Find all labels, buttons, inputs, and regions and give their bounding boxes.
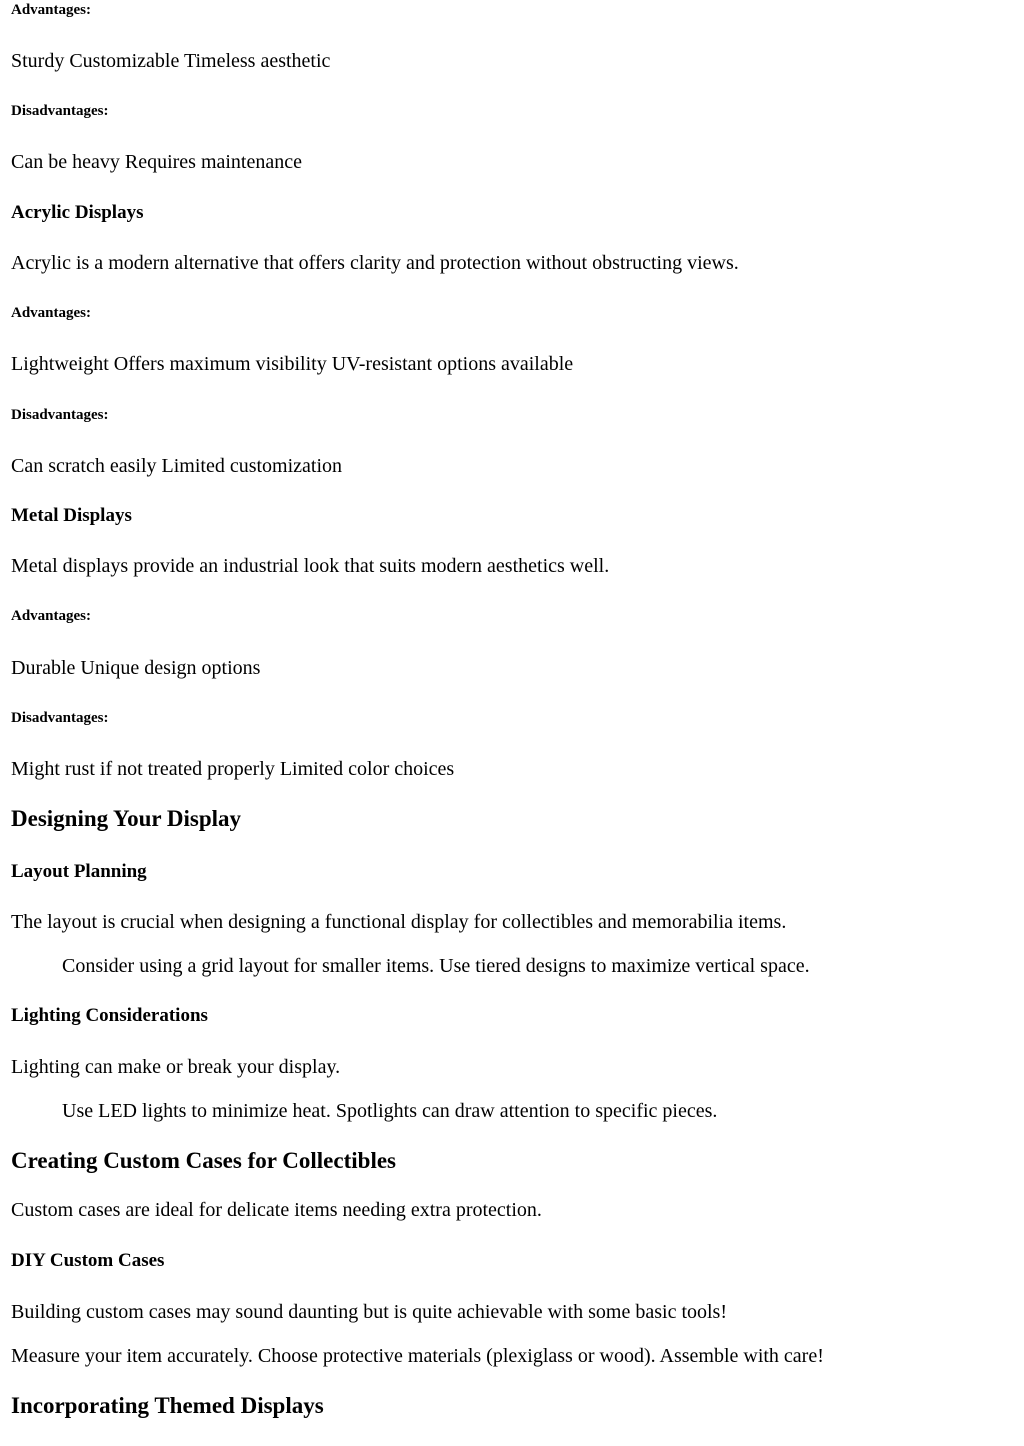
metal-heading: Metal Displays: [11, 505, 132, 526]
wood-disadvantages-label: Disadvantages:: [11, 103, 109, 119]
wood-advantages-label: Advantages:: [11, 2, 92, 18]
lighting-text: Lighting can make or break your display.: [11, 1056, 341, 1078]
metal-disadvantages-label: Disadvantages:: [11, 710, 109, 726]
layout-planning-text: The layout is crucial when designing a functional display for collectibles and memorabilia items.: [11, 911, 787, 933]
wood-advantages-text: Sturdy Customizable Timeless aesthetic: [11, 50, 331, 72]
metal-advantages-label: Advantages:: [11, 608, 92, 624]
lighting-tips: Use LED lights to minimize heat. Spotlights can draw attention to specific pieces.: [62, 1100, 718, 1122]
wood-disadvantages-text: Can be heavy Requires maintenance: [11, 151, 302, 173]
themed-heading: Incorporating Themed Displays: [11, 1393, 324, 1418]
metal-advantages-text: Durable Unique design options: [11, 657, 261, 679]
lighting-heading: Lighting Considerations: [11, 1005, 208, 1026]
layout-planning-heading: Layout Planning: [11, 861, 147, 882]
custom-cases-heading: Creating Custom Cases for Collectibles: [11, 1148, 396, 1173]
acrylic-disadvantages-text: Can scratch easily Limited customization: [11, 455, 343, 477]
diy-cases-text: Building custom cases may sound daunting but is quite achievable with some basic tools!: [11, 1301, 727, 1323]
layout-planning-tips: Consider using a grid layout for smaller items. Use tiered designs to maximize vertical space.: [62, 955, 810, 977]
diy-cases-heading: DIY Custom Cases: [11, 1250, 165, 1271]
diy-cases-steps: Measure your item accurately. Choose protective materials (plexiglass or wood). Assemble with care!: [11, 1345, 824, 1367]
acrylic-advantages-label: Advantages:: [11, 305, 92, 321]
acrylic-intro: Acrylic is a modern alternative that offers clarity and protection without obstructing views.: [11, 252, 739, 274]
metal-disadvantages-text: Might rust if not treated properly Limited color choices: [11, 758, 455, 780]
acrylic-disadvantages-label: Disadvantages:: [11, 407, 109, 423]
acrylic-advantages-text: Lightweight Offers maximum visibility UV-resistant options available: [11, 353, 574, 375]
designing-heading: Designing Your Display: [11, 806, 242, 831]
metal-intro: Metal displays provide an industrial look that suits modern aesthetics well.: [11, 555, 610, 577]
custom-cases-intro: Custom cases are ideal for delicate items needing extra protection.: [11, 1199, 542, 1221]
acrylic-heading: Acrylic Displays: [11, 202, 144, 223]
